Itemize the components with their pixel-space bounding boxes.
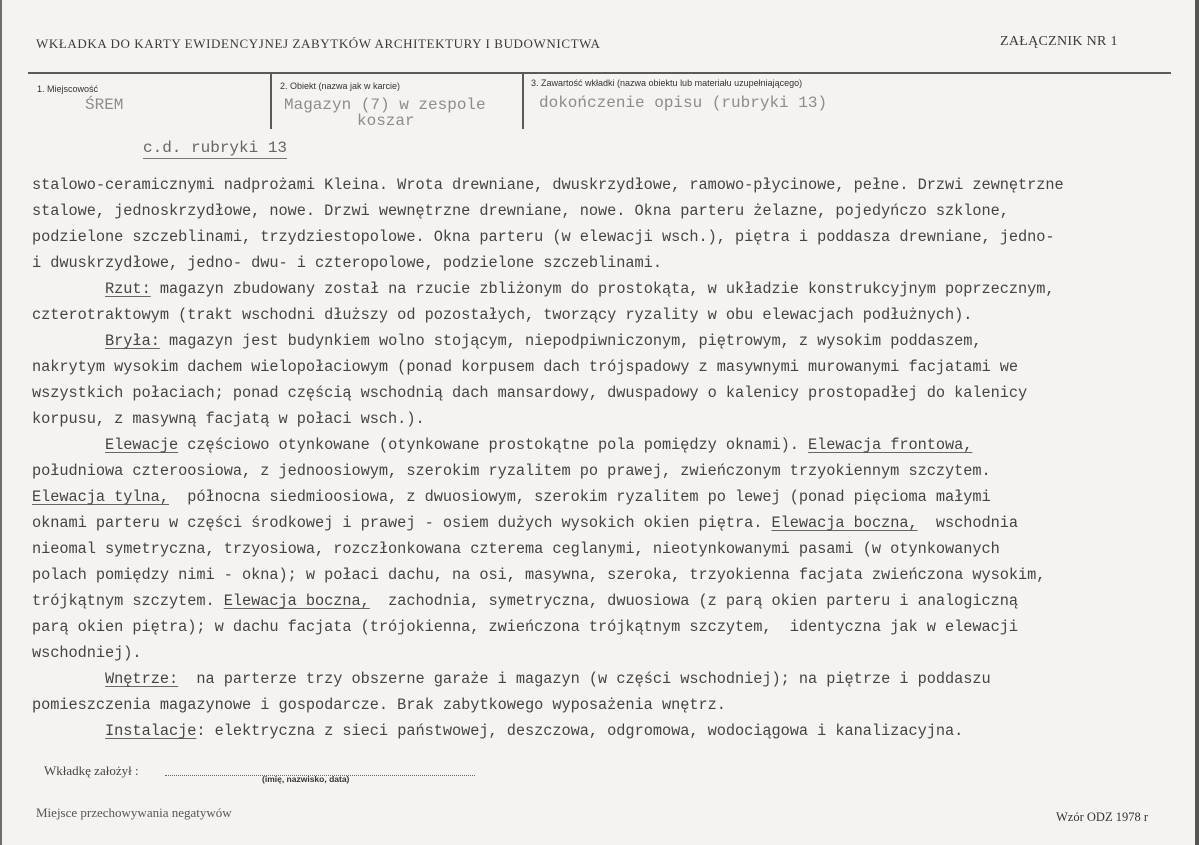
text-segment: zachodnia, symetryczna, dwuosiowa (z parą okien parteru i analogiczną <box>369 592 1019 610</box>
text-segment: trójkątnym szczytem. <box>32 592 224 610</box>
locality-value: ŚREM <box>85 96 124 114</box>
text-line <box>32 224 1172 250</box>
text-segment: : elektryczna z sieci państwowej, deszczowa, odgromowa, wodociągowa i kanalizacyjna. <box>196 722 964 740</box>
text-line <box>32 484 1172 510</box>
text-segment: stalowe, jednoskrzydłowe, nowe. Drzwi wewnętrzne drewniane, nowe. Okna parteru żelazne, pojedyńczo szklone, <box>32 202 1009 220</box>
header-divider-1 <box>270 73 272 129</box>
content-value: dokończenie opisu (rubryki 13) <box>539 94 828 112</box>
section-heading: Elewacja boczna, <box>771 514 918 532</box>
object-label: 2. Obiekt (nazwa jak w karcie) <box>280 81 401 91</box>
text-line <box>32 510 1172 536</box>
text-segment: wschodniej). <box>32 644 142 662</box>
text-segment: korpusu, z masywną facjatą w połaci wsch.). <box>32 410 425 428</box>
compiled-by-label: Wkładkę założył : <box>44 763 139 778</box>
text-segment <box>32 280 105 298</box>
text-line <box>32 692 1172 718</box>
text-segment: na parterze trzy obszerne garaże i magazyn (w części wschodniej); na piętrze i poddaszu <box>178 670 991 688</box>
text-segment: magazyn zbudowany został na rzucie zbliżonym do prostokąta, w układzie konstrukcyjnym poprzecznym, <box>150 280 1055 298</box>
text-segment: polach pomiędzy nimi - okna); w połaci dachu, na osi, masywna, szeroka, trzyokienna facjata zwieńczona wysokim, <box>32 566 1046 584</box>
text-segment: nakrytym wysokim dachem wielopołaciowym (ponad korpusem dach trójspadowy z masywnymi murowanymi facjatami we <box>32 358 1019 376</box>
text-line <box>32 562 1172 588</box>
object-value-line2: koszar <box>357 112 415 130</box>
form-title: WKŁADKA DO KARTY EWIDENCYJNEJ ZABYTKÓW ARCHITEKTURY I BUDOWNICTWA <box>36 36 601 51</box>
text-segment <box>32 670 105 688</box>
section-heading: Bryła: <box>105 332 160 350</box>
form-model-label: Wzór ODZ 1978 r <box>1056 810 1148 824</box>
text-segment: i dwuskrzydłowe, jedno- dwu- i czteropolowe, podzielone szczeblinami. <box>32 254 662 272</box>
text-segment: wszystkich połaciach; ponad częścią wschodnią dach mansardowy, dwuspadowy o kalenicy prostopadłej do kalenicy <box>32 384 1028 402</box>
text-line <box>32 640 1172 666</box>
page-edge-left <box>0 0 2 845</box>
section-heading: Elewacje <box>105 436 179 454</box>
header-rule-top <box>28 72 1171 74</box>
content-label: 3. Zawartość wkładki (nazwa obiektu lub materiału uzupełniającego) <box>531 78 803 88</box>
page-edge-right <box>1195 0 1199 845</box>
text-segment: podzielone szczeblinami, trzydziestopolowe. Okna parteru (w elewacji wsch.), piętra i poddasza drewniane, jedno- <box>32 228 1055 246</box>
text-segment: wschodnia <box>917 514 1019 532</box>
section-heading: Elewacja frontowa, <box>808 436 973 454</box>
text-line <box>32 406 1172 432</box>
text-line <box>32 536 1172 562</box>
text-segment: południowa czteroosiowa, z jednoosiowym, szerokim ryzalitem po prawej, zwieńczonym trzyokiennym szczytem. <box>32 462 991 480</box>
text-segment: czterotraktowym (trakt wschodni dłuższy od pozostałych, tworzący ryzality w obu elewacjach podłużnych). <box>32 306 973 324</box>
text-line <box>32 302 1172 328</box>
section-heading: Elewacja tylna, <box>32 488 169 506</box>
text-line <box>32 718 1172 744</box>
text-segment <box>32 332 105 350</box>
text-segment: północna siedmioosiowa, z dwuosiowym, szerokim ryzalitem po lewej (ponad pięcioma małymi <box>168 488 991 506</box>
text-segment <box>32 436 105 454</box>
text-segment: parą okien piętra); w dachu facjata (trójokienna, zwieńczona trójkątnym szczytem, identyczna jak w elewacji <box>32 618 1019 636</box>
annex-number: ZAŁĄCZNIK NR 1 <box>1000 34 1118 49</box>
locality-label: 1. Miejscowość <box>37 84 99 94</box>
section-heading: Rzut: <box>105 280 151 298</box>
text-line <box>32 380 1172 406</box>
section-heading: Elewacja boczna, <box>223 592 370 610</box>
text-segment: magazyn jest budynkiem wolno stojącym, niepodpiwniczonym, piętrowym, z wysokim poddaszem, <box>159 332 982 350</box>
negatives-location-label: Miejsce przechowywania negatywów <box>36 805 232 820</box>
continuation-heading: c.d. rubryki 13 <box>143 139 288 157</box>
object-value-line1: Magazyn (7) w zespole <box>284 96 486 114</box>
description-text <box>32 172 1172 744</box>
text-line <box>32 614 1172 640</box>
section-heading: Instalacje <box>105 722 197 740</box>
section-heading: Wnętrze: <box>105 670 179 688</box>
text-line <box>32 198 1172 224</box>
header-divider-2 <box>522 73 524 129</box>
text-line <box>32 666 1172 692</box>
text-line <box>32 172 1172 198</box>
text-segment: pomieszczenia magazynowe i gospodarcze. Brak zabytkowego wyposażenia wnętrz. <box>32 696 726 714</box>
compiled-by-hint: (imię, nazwisko, data) <box>262 774 350 784</box>
text-line <box>32 458 1172 484</box>
text-segment: częściowo otynkowane (otynkowane prostokątne pola pomiędzy oknami). <box>178 436 809 454</box>
text-segment: oknami parteru w części środkowej i prawej - osiem dużych wysokich okien piętra. <box>32 514 772 532</box>
text-line <box>32 588 1172 614</box>
text-line <box>32 276 1172 302</box>
text-segment <box>32 722 105 740</box>
text-line <box>32 328 1172 354</box>
text-segment: nieomal symetryczna, trzyosiowa, rozczłonkowana czterema ceglanymi, nieotynkowanymi pasami (w otynkowanych <box>32 540 1000 558</box>
text-segment: stalowo-ceramicznymi nadprożami Kleina. Wrota drewniane, dwuskrzydłowe, ramowo-płycinowe, pełne. Drzwi zewnętrzne <box>32 176 1064 194</box>
text-line <box>32 354 1172 380</box>
text-line <box>32 250 1172 276</box>
text-line <box>32 432 1172 458</box>
